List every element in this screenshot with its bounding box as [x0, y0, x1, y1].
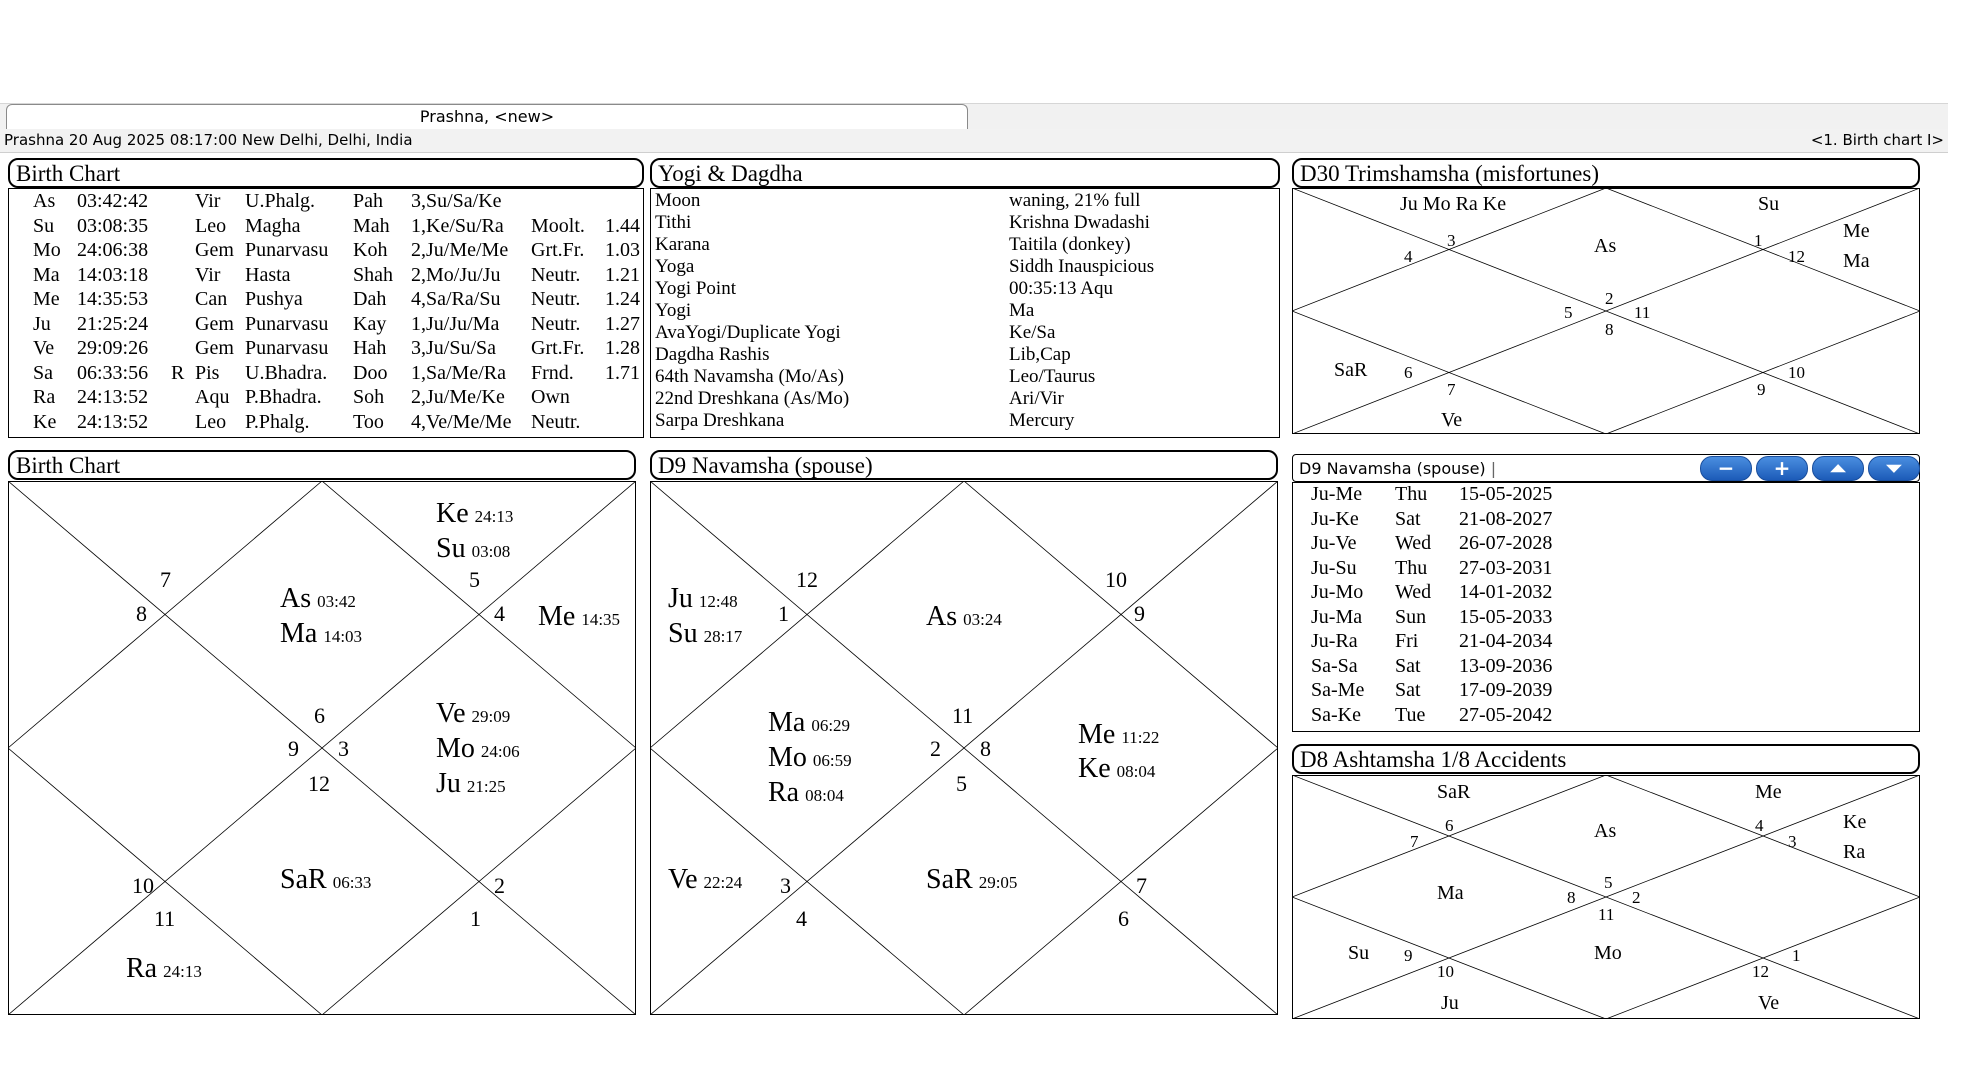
nav-planet-degree: 03:24	[963, 610, 1002, 629]
birth-planet-degree: 06:33	[332, 873, 372, 892]
birth-house-num: 2	[494, 873, 505, 898]
birth-table-cell-pada: Too	[353, 410, 384, 433]
birth-table-cell-lords: 3,Ju/Su/Sa	[411, 337, 497, 359]
d30-planets: Ve	[1441, 409, 1463, 431]
birth-table-cell-rel: Neutr.	[531, 263, 581, 286]
d30-house-num: 4	[1404, 247, 1413, 266]
birth-table-cell-rel: Frnd.	[531, 361, 574, 384]
d8-house-num: 5	[1604, 873, 1613, 892]
dasha-day: Sat	[1395, 654, 1421, 677]
birth-table-cell-val: 1.24	[605, 288, 640, 310]
nav-planet-degree: 06:29	[811, 716, 851, 735]
birth-table-cell-nak: Punarvasu	[245, 337, 329, 359]
birth-table-cell-lords: 3,Su/Sa/Ke	[411, 190, 502, 212]
nav-planet-name: Mo	[768, 742, 807, 773]
birth-table-title: Birth Chart	[8, 158, 644, 188]
nav-planet	[926, 864, 1017, 895]
birth-planet	[280, 864, 371, 895]
birth-table-cell-planet: Ve	[33, 337, 55, 359]
birth-table-cell-val: 1.21	[605, 263, 640, 286]
birth-table-cell-sign: Gem	[195, 239, 234, 261]
birth-planet-degree: 24:13	[163, 962, 202, 981]
dasha-day: Wed	[1395, 581, 1432, 603]
d30-house-num: 5	[1564, 303, 1573, 322]
nav-planet-name: Me	[1078, 719, 1116, 750]
birth-table-cell-val: 1.28	[605, 337, 640, 359]
birth-table-cell-rel: Neutr.	[531, 410, 581, 433]
nav-house-num: 1	[778, 601, 789, 626]
birth-planet-name: Mo	[436, 733, 475, 764]
yogi-label: Yogi	[655, 300, 692, 321]
d30-house-num: 12	[1788, 247, 1805, 266]
birth-planet-degree: 14:03	[323, 627, 363, 646]
nav-house-num: 3	[780, 873, 791, 898]
birth-planet-degree: 21:25	[466, 777, 506, 796]
birth-chart	[8, 481, 636, 1015]
birth-planet-name: Su	[436, 533, 466, 564]
yogi-value: Lib,Cap	[1009, 344, 1071, 365]
nav-house-num: 2	[930, 736, 941, 761]
dasha-date: 17-09-2039	[1459, 679, 1553, 701]
birth-table-cell-planet: Ra	[33, 386, 56, 408]
birth-table-cell-time: 29:09:26	[77, 337, 149, 359]
birth-house-num: 7	[160, 567, 171, 592]
d30-house-num: 9	[1757, 380, 1766, 399]
d8-planets: Su	[1348, 942, 1370, 964]
birth-table-cell-pada: Hah	[353, 337, 387, 359]
yogi-label: Sarpa Dreshkana	[655, 410, 785, 431]
birth-table-cell-planet: Ju	[33, 312, 51, 335]
yogi-label: Karana	[655, 234, 710, 255]
navamsha-title: D9 Navamsha (spouse)	[650, 450, 1278, 480]
nav-planet	[768, 777, 844, 808]
birth-planet	[436, 768, 506, 799]
nav-planet-degree: 29:05	[978, 873, 1018, 892]
birth-table-cell-time: 03:42:42	[77, 190, 149, 212]
birth-table-cell-time: 21:25:24	[77, 312, 149, 335]
dasha-date: 15-05-2025	[1459, 483, 1553, 505]
d8-planets: SaR	[1437, 781, 1471, 803]
birth-planet-name: Ra	[126, 953, 158, 984]
nav-house-num: 11	[952, 703, 974, 728]
birth-table-cell-sign: Aqu	[195, 386, 230, 408]
birth-table-cell-pada: Dah	[353, 288, 387, 310]
d30-house-num: 1	[1754, 231, 1763, 250]
yogi-label: Yoga	[655, 256, 695, 277]
nav-planet-degree: 11:22	[1121, 728, 1160, 747]
d8-planets: Mo	[1594, 942, 1622, 964]
nav-planet-degree: 08:04	[805, 786, 844, 805]
nav-house-num: 10	[1105, 567, 1127, 592]
birth-table-cell-rel: Neutr.	[531, 288, 581, 310]
birth-planet	[538, 601, 620, 632]
birth-planet	[126, 953, 202, 984]
birth-table-cell-rel: Grt.Fr.	[531, 239, 585, 261]
birth-table-cell-planet: Sa	[33, 361, 53, 384]
status-left-text: Prashna 20 Aug 2025 08:17:00 New Delhi, Delhi, India	[4, 131, 413, 149]
dasha-panel	[1292, 482, 1920, 732]
tab-prashna[interactable]: Prashna, <new>	[6, 104, 968, 129]
birth-table-cell-planet: Ma	[33, 263, 60, 286]
birth-house-num: 3	[338, 736, 349, 761]
d8-house-num: 12	[1752, 962, 1769, 981]
birth-table-cell-pada: Kay	[353, 312, 387, 335]
dasha-title: D9 Navamsha (spouse)	[1299, 459, 1486, 478]
birth-table-cell-val: 1.44	[605, 214, 640, 237]
yogi-label: Dagdha Rashis	[655, 344, 770, 365]
birth-table-cell-lords: 1,Ke/Su/Ra	[411, 214, 504, 237]
nav-planet	[1078, 719, 1159, 750]
birth-planet	[436, 498, 513, 529]
nav-planet-degree: 28:17	[703, 627, 743, 646]
dasha-day: Fri	[1395, 630, 1419, 652]
navamsha-chart	[650, 481, 1278, 1015]
nav-planet-name: Su	[668, 618, 698, 649]
down-arrow-button[interactable]: ⏷	[1868, 456, 1920, 481]
birth-table-cell-lords: 1,Ju/Ju/Ma	[411, 312, 500, 335]
dasha-date: 21-08-2027	[1459, 507, 1553, 530]
minus-button[interactable]: −	[1700, 456, 1752, 481]
birth-table-cell-pada: Mah	[353, 214, 390, 237]
birth-house-num: 12	[308, 771, 330, 796]
dasha-day: Tue	[1395, 703, 1426, 726]
dasha-period: Ju-Me	[1311, 483, 1363, 505]
birth-table-cell-nak: P.Phalg.	[245, 410, 310, 433]
d8-planets: Ve	[1758, 992, 1780, 1014]
birth-table-cell-nak: Pushya	[245, 288, 303, 310]
birth-planet	[436, 533, 510, 564]
d8-planets: Ma	[1437, 882, 1464, 904]
birth-planet-name: Me	[538, 601, 576, 632]
birth-planet-name: Ke	[436, 498, 469, 529]
nav-planet-name: As	[926, 601, 958, 632]
birth-table-cell-val: 1.71	[605, 361, 640, 384]
birth-planet-degree: 24:13	[474, 507, 514, 526]
birth-planet-degree: 03:08	[471, 542, 511, 561]
yogi-value: Siddh Inauspicious	[1009, 256, 1155, 277]
birth-planet-degree: 29:09	[471, 707, 511, 726]
dasha-period: Ju-Mo	[1311, 581, 1364, 603]
birth-table-cell-lords: 4,Ve/Me/Me	[411, 410, 512, 433]
birth-table-panel	[8, 188, 644, 438]
birth-house-num: 8	[136, 601, 147, 626]
d30-house-num: 10	[1788, 363, 1805, 382]
d30-planets: Su	[1758, 193, 1780, 215]
birth-table-cell-sign: Leo	[195, 410, 227, 433]
birth-table-cell-rel: Moolt.	[531, 214, 585, 237]
nav-planet-degree: 08:04	[1116, 762, 1156, 781]
dasha-day: Thu	[1395, 556, 1428, 579]
nav-house-num: 7	[1136, 873, 1147, 898]
birth-table-cell-time: 24:13:52	[77, 410, 149, 433]
birth-planet-degree: 24:06	[480, 742, 520, 761]
d8-house-num: 2	[1632, 888, 1641, 907]
nav-planet	[1078, 753, 1156, 784]
birth-house-num: 11	[154, 906, 176, 931]
dasha-date: 21-04-2034	[1459, 630, 1553, 652]
dasha-period: Ju-Ra	[1311, 630, 1358, 652]
nav-planet-name: SaR	[926, 864, 973, 895]
dasha-period: Sa-Sa	[1311, 654, 1358, 677]
yogi-label: Moon	[655, 190, 701, 211]
d8-planets: Me	[1755, 781, 1782, 803]
birth-table-cell-lords: 2,Mo/Ju/Ju	[411, 263, 501, 286]
birth-table-cell-planet: Ke	[33, 410, 57, 433]
yogi-value: 00:35:13 Aqu	[1009, 278, 1113, 299]
birth-table-cell-val: 1.27	[605, 312, 640, 335]
birth-table-cell-lords: 1,Sa/Me/Ra	[411, 361, 506, 384]
d30-house-num: 2	[1605, 289, 1614, 308]
d8-house-num: 4	[1755, 816, 1764, 835]
birth-table-cell-planet: As	[33, 190, 56, 212]
dasha-day: Thu	[1395, 483, 1428, 505]
status-bar	[0, 129, 1948, 153]
birth-table-cell-nak: Punarvasu	[245, 312, 329, 335]
yogi-label: 64th Navamsha (Mo/As)	[655, 366, 844, 387]
yogi-value: Ke/Sa	[1009, 322, 1056, 343]
birth-planet-name: As	[280, 583, 312, 614]
birth-table-cell-time: 14:35:53	[77, 288, 149, 310]
status-right-text[interactable]: <1. Birth chart I>	[1810, 131, 1944, 149]
birth-table-cell-time: 14:03:18	[77, 263, 149, 286]
nav-house-num: 6	[1118, 906, 1129, 931]
birth-planet-name: Ma	[280, 618, 318, 649]
birth-table-cell-nak: Hasta	[245, 263, 291, 286]
birth-planet-name: Ju	[436, 768, 461, 799]
d8-planets: Ke	[1843, 811, 1867, 833]
nav-planet-name: Ju	[668, 583, 693, 614]
birth-table-cell-pada: Doo	[353, 361, 388, 384]
d30-house-num: 3	[1447, 231, 1456, 250]
birth-planet	[436, 733, 520, 764]
birth-table-cell-sign: Pis	[195, 361, 220, 384]
yogi-value: Ma	[1009, 300, 1035, 321]
birth-house-num: 5	[469, 567, 480, 592]
birth-table-cell-lords: 2,Ju/Me/Me	[411, 239, 509, 261]
dasha-period: Sa-Me	[1311, 679, 1365, 701]
d8-planets: As	[1594, 820, 1617, 842]
birth-table-cell-pada: Koh	[353, 239, 388, 261]
birth-table-cell-time: 03:08:35	[77, 214, 149, 237]
nav-planet-degree: 12:48	[698, 592, 738, 611]
birth-table-cell-sign: Vir	[195, 263, 221, 286]
d8-house-num: 8	[1567, 888, 1576, 907]
dasha-day: Sat	[1395, 679, 1421, 701]
birth-house-num: 10	[132, 873, 154, 898]
d30-house-num: 8	[1605, 320, 1614, 339]
birth-table-cell-rel: Own	[531, 386, 570, 408]
birth-house-num: 9	[288, 736, 299, 761]
birth-table-cell-lords: 2,Ju/Me/Ke	[411, 386, 505, 408]
d8-chart	[1292, 775, 1920, 1019]
d8-house-num: 6	[1445, 816, 1454, 835]
birth-planet-name: SaR	[280, 864, 327, 895]
d30-planets: Me	[1843, 220, 1870, 242]
dasha-period: Ju-Ma	[1311, 605, 1363, 628]
nav-planet	[926, 601, 1002, 632]
birth-table-cell-pada: Shah	[353, 263, 393, 286]
d8-planets: Ju	[1441, 992, 1459, 1014]
yogi-value: Mercury	[1009, 410, 1075, 431]
birth-table-cell-nak: P.Bhadra.	[245, 386, 322, 408]
nav-planet	[668, 864, 743, 895]
d30-house-num: 11	[1634, 303, 1651, 322]
birth-table-cell-lords: 4,Sa/Ra/Su	[411, 288, 501, 310]
dasha-day: Wed	[1395, 532, 1432, 554]
birth-planet-degree: 14:35	[581, 610, 621, 629]
birth-table-cell-rel: Neutr.	[531, 312, 581, 335]
birth-table-cell-planet: Su	[33, 214, 55, 237]
d8-house-num: 11	[1598, 905, 1615, 924]
yogi-value: waning, 21% full	[1009, 190, 1141, 211]
d30-house-num: 7	[1447, 380, 1456, 399]
birth-table-cell-time: 24:06:38	[77, 239, 149, 261]
d30-planets: SaR	[1334, 359, 1368, 381]
dasha-period: Ju-Ve	[1311, 532, 1357, 554]
yogi-value: Leo/Taurus	[1009, 366, 1096, 387]
yogi-panel	[650, 188, 1280, 438]
d8-title: D8 Ashtamsha 1/8 Accidents	[1292, 744, 1920, 774]
dasha-date: 26-07-2028	[1459, 532, 1553, 554]
birth-planet	[280, 618, 362, 649]
birth-table-cell-pada: Pah	[353, 190, 383, 212]
d30-chart	[1292, 188, 1920, 434]
birth-table-cell-val: 1.03	[605, 239, 640, 261]
nav-planet-name: Ra	[768, 777, 800, 808]
yogi-label: 22nd Dreshkana (As/Mo)	[655, 388, 850, 409]
birth-table-cell-sign: Leo	[195, 214, 227, 237]
yogi-value: Taitila (donkey)	[1009, 234, 1131, 255]
birth-planet-degree: 03:42	[317, 592, 356, 611]
dasha-period: Ju-Ke	[1311, 507, 1359, 530]
birth-table-cell-planet: Me	[33, 288, 60, 310]
d30-house-num: 6	[1404, 363, 1413, 382]
yogi-label: Yogi Point	[655, 278, 736, 299]
nav-planet-degree: 06:59	[812, 751, 852, 770]
birth-table-cell-nak: Magha	[245, 214, 301, 237]
birth-house-num: 4	[494, 601, 505, 626]
d30-planets: As	[1594, 235, 1617, 257]
birth-table-cell-nak: U.Bhadra.	[245, 361, 328, 384]
dasha-day: Sun	[1395, 605, 1427, 628]
birth-table-cell-sign: Gem	[195, 337, 234, 359]
d30-planets: Ju Mo Ra Ke	[1400, 193, 1507, 215]
nav-house-num: 4	[796, 906, 807, 931]
nav-planet	[668, 618, 743, 649]
birth-house-num: 6	[314, 703, 325, 728]
d8-house-num: 3	[1788, 832, 1797, 851]
yogi-title: Yogi & Dagdha	[650, 158, 1280, 188]
birth-table-cell-nak: U.Phalg.	[245, 190, 315, 212]
d8-house-num: 7	[1410, 832, 1419, 851]
dasha-date: 27-03-2031	[1459, 556, 1553, 579]
birth-table-cell-sign: Can	[195, 288, 228, 310]
nav-planet-name: Ma	[768, 707, 806, 738]
birth-table-cell-sign: Gem	[195, 312, 234, 335]
birth-planet	[436, 698, 510, 729]
nav-planet	[668, 583, 738, 614]
birth-table-cell-time: 24:13:52	[77, 386, 149, 408]
dasha-period: Sa-Ke	[1311, 703, 1361, 726]
birth-table-cell-rel: Grt.Fr.	[531, 337, 585, 359]
birth-chart-title: Birth Chart	[8, 450, 636, 480]
birth-planet-name: Ve	[436, 698, 466, 729]
nav-planet	[768, 742, 852, 773]
birth-table-cell-time: 06:33:56	[77, 361, 149, 384]
nav-house-num: 12	[796, 567, 818, 592]
yogi-value: Krishna Dwadashi	[1009, 212, 1150, 233]
dasha-date: 27-05-2042	[1459, 703, 1553, 726]
birth-house-num: 1	[470, 906, 481, 931]
text-cursor: |	[1490, 459, 1497, 478]
birth-table-cell-planet: Mo	[33, 239, 61, 261]
birth-table-cell-nak: Punarvasu	[245, 239, 329, 261]
plus-button[interactable]: +	[1756, 456, 1808, 481]
d8-house-num: 1	[1792, 946, 1801, 965]
nav-planet	[768, 707, 850, 738]
yogi-label: Tithi	[655, 212, 692, 233]
yogi-value: Ari/Vir	[1009, 388, 1064, 409]
yogi-label: AvaYogi/Duplicate Yogi	[655, 322, 841, 343]
dasha-period: Ju-Su	[1311, 556, 1357, 579]
up-arrow-button[interactable]: ⏶	[1812, 456, 1864, 481]
nav-planet-name: Ve	[668, 864, 698, 895]
birth-table-cell-r: R	[171, 361, 185, 384]
dasha-date: 14-01-2032	[1459, 581, 1553, 603]
birth-table-cell-pada: Soh	[353, 386, 385, 408]
nav-house-num: 8	[980, 736, 991, 761]
birth-table-cell-sign: Vir	[195, 190, 221, 212]
birth-planet	[280, 583, 356, 614]
dasha-date: 13-09-2036	[1459, 654, 1553, 677]
d8-house-num: 9	[1404, 946, 1413, 965]
nav-house-num: 9	[1134, 601, 1145, 626]
nav-house-num: 5	[956, 771, 967, 796]
d30-title: D30 Trimshamsha (misfortunes)	[1292, 158, 1920, 188]
dasha-date: 15-05-2033	[1459, 605, 1553, 628]
d30-planets: Ma	[1843, 250, 1870, 272]
dasha-day: Sat	[1395, 507, 1421, 530]
d8-house-num: 10	[1437, 962, 1454, 981]
nav-planet-name: Ke	[1078, 753, 1111, 784]
d8-planets: Ra	[1843, 841, 1866, 863]
nav-planet-degree: 22:24	[703, 873, 743, 892]
